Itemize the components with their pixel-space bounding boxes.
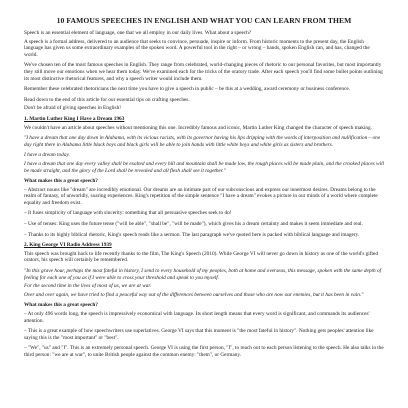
intro-paragraph-6: Don't be afraid of giving speeches in English!	[24, 105, 122, 112]
speech-1-intro: We couldn't have an article about speeches without mentioning this one. Incredibly famous and iconic, Martin Luther King changed the character of speech making.	[24, 124, 372, 131]
speech-2-analysis-heading: What makes this a great speech?	[24, 302, 98, 309]
speech-2-intro: This speech was brought back to life recently thanks to the film, The King's Speech (2010). While George VI will never go down in history as one of the world's gifted orators, his speech will certainly be remembered.	[24, 250, 378, 264]
speech-2-quote-3: Over and over again, we have tried to find a peaceful way out of the differences between ourselves and those who are now our enemies, but it has been in vain."	[24, 291, 364, 298]
speech-2-bullet-3: – "We", "us" and "I". This is an extremely personal speech. George VI is using the first person, "I", to reach out to each person listening to the speech. He also talks in the third person: "we are at war", to unite British people against the common enemy: "them", or Germany.	[24, 345, 384, 358]
speech-2-quote-2: For the second time in the lives of most of us, we are at war.	[24, 283, 152, 290]
intro-paragraph-4: Remember these celebrated rhetoricians the next time you have to give a speech in public – be this at a wedding, award ceremony or business conference.	[24, 86, 351, 93]
speech-2-bullet-2: – This is a great example of how speechwriters use superlatives. George VI says that this moment is "the most fateful in history". Nothing gets peoples' attention like saying this is the "most important" or "best".	[24, 328, 374, 341]
speech-1-analysis-heading: What makes this a great speech?	[24, 178, 98, 185]
speech-1-quote-2: I have a dream today.	[24, 152, 70, 159]
speech-1-bullet-4: – Thanks to its highly biblical rhetoric, King's speech reads like a sermon. The last paragraph we've quoted here is packed with biblical language and imagery.	[24, 231, 360, 238]
speech-1-quote-3: I have a dream that one day every valley shall be exalted and every hill and mountain shall be made low, the rough places will be made plain, and the crooked places will be made straight, and the glory of the Lord shall be revealed and all flesh shall see it together."	[24, 160, 385, 174]
speech-1-bullet-3: – Use of tenses: King uses the future tense ("will be able", "shall be", "will be made"), which gives his a dream certainty and makes it seem immediate and real.	[24, 221, 363, 228]
speech-2-quote-1: "In this grave hour, perhaps the most fateful in history, I send to every household of my peoples, both at home and overseas, this message, spoken with the same depth of feeling for each one of you as if I were able to cross your threshold and speak to you myself.	[24, 268, 382, 281]
speech-1-heading: 1. Martin Luther King I Have a Dream 1963	[24, 115, 125, 122]
speech-2-heading: 2. King George VI Radio Address 1939	[24, 242, 112, 249]
intro-paragraph-5: Read down to the end of this article for our essential tips on crafting speeches.	[24, 96, 190, 103]
page-title: 10 FAMOUS SPEECHES IN ENGLISH AND WHAT YOU CAN LEARN FROM THEM	[56, 16, 352, 25]
intro-paragraph-1: Speech is an essential element of language, one that we all employ in our daily lives. What about a speech?	[24, 30, 252, 36]
speech-1-quote-1: "I have a dream that one day down in Alabama, with its vicious racists, with its governor having his lips dripping with the words of interposition and nullification – one day right there in Alabama little black boys and black girls will be able to join hands with little white boys and white girls as sisters and brothers.	[24, 135, 381, 148]
intro-paragraph-3: We've chosen ten of the most famous speeches in English. They range from celebrated, world-changing pieces of rhetoric to our personal favorites, but most importantly they still move our emotions when we hear them today. We've examined each for the tricks of the oratory trade. After each speech you'll find some bullet points outlining its most distinctive rhetorical features, and why a speech writer would include them.	[24, 62, 383, 82]
speech-2-bullet-1: – At only 496 words long, the speech is impressively economical with language. Its short length means that every word is significant, and commands its audiences' attention.	[24, 311, 370, 324]
speech-1-bullet-2: – It fuses simplicity of language with sincerity: something that all persuasive speeches seek to do!	[24, 210, 232, 217]
speech-1-bullet-1: – Abstract nouns like "dream" are incredibly emotional. Our dreams are an intimate part of our subconscious and express our innermost desires. Dreams belong to the realm of fantasy, of unworldly, soaring experiences. King's repetition of the simple sentence "I have a dream" evokes a picture in our minds of a world where complete equality and freedom exist.	[24, 186, 378, 206]
intro-paragraph-2: A speech is a formal address, delivered to an audience that seeks to convince, persuade, inspire or inform. From historic moments to the present day, the English language has given us some extraordinary examples of the spoken word. A powerful tool in the right – or wrong – hands, spoken English can, and has, changed the world.	[24, 38, 370, 58]
